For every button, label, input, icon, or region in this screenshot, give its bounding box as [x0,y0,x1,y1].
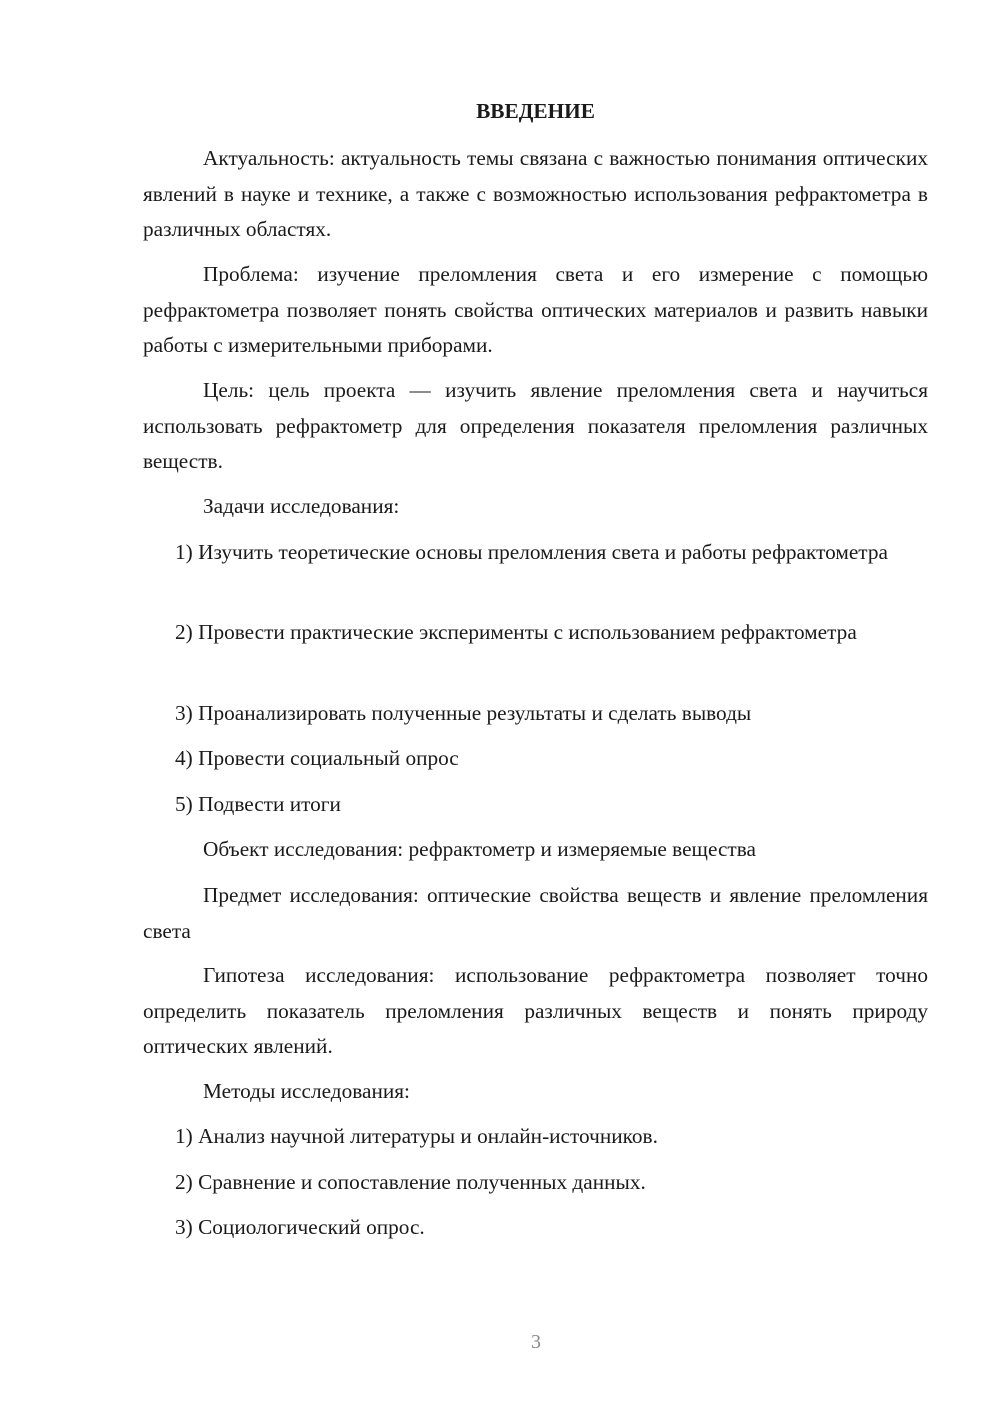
tasks-heading: Задачи исследования: [203,494,400,518]
task-item-5: 5) Подвести итоги [175,792,341,816]
paragraph-problem: Проблема: изучение преломления света и его измерение с помощью рефрактометра позволяет понять свойства оптических материалов и развить навыки работы с измерительными приборами. [143,262,928,357]
page-number: 3 [531,1331,541,1353]
method-item-3: 3) Социологический опрос. [175,1215,425,1239]
paragraph-object: Объект исследования: рефрактометр и измеряемые вещества [203,837,756,861]
task-item-3: 3) Проанализировать полученные результаты и сделать выводы [175,701,752,725]
document-title: ВВЕДЕНИЕ [476,99,595,123]
task-item-1: 1) Изучить теоретические основы преломления света и работы рефрактометра [175,540,888,564]
paragraph-relevance: Актуальность: актуальность темы связана с важностью понимания оптических явлений в науке и технике, а также с возможностью использования рефрактометра в различных областях. [143,146,928,241]
paragraph-subject: Предмет исследования: оптические свойства веществ и явление преломления света [143,883,928,943]
paragraph-goal: Цель: цель проекта — изучить явление преломления света и научиться использовать рефрактометр для определения показателя преломления различных веществ. [143,378,928,473]
methods-heading: Методы исследования: [203,1079,410,1103]
paragraph-hypothesis: Гипотеза исследования: использование рефрактометра позволяет точно определить показатель преломления различных веществ и понять природу оптических явлений. [143,963,928,1058]
method-item-1: 1) Анализ научной литературы и онлайн-источников. [175,1124,658,1148]
task-item-2: 2) Провести практические эксперименты с использованием рефрактометра [175,620,857,644]
task-item-4: 4) Провести социальный опрос [175,746,459,770]
method-item-2: 2) Сравнение и сопоставление полученных данных. [175,1170,646,1194]
